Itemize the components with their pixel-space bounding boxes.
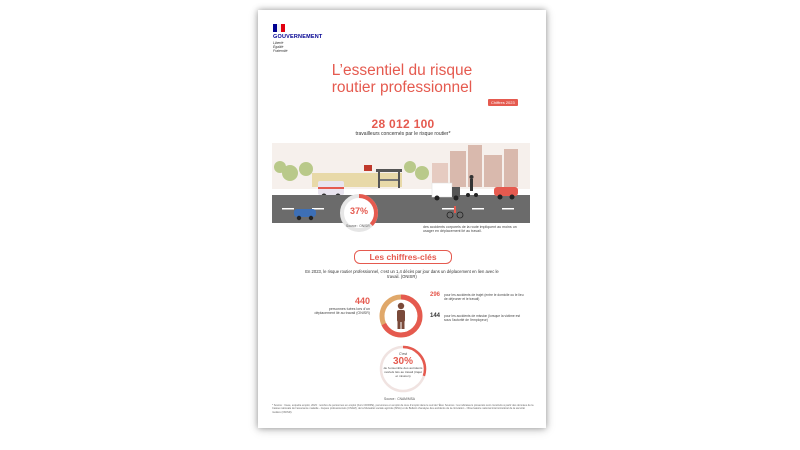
intro-text: En 2023, le risque routier professionnel, c’est un 1,4 décès par jour dans un déplacement en lien avec le travail. (ONISR)	[305, 269, 499, 280]
title-line-2: routier professionnel	[331, 79, 473, 96]
footnote-text: * Source : Insee, enquête emploi, 2023 : nombre de personnes en emploi (hors CDIRPE), personnes en emploi de tous d’emploi dans le sud de l’État. Sources : les indicateurs présentés sont construits à partir des données de la Caisse nationale de l’assurance maladie - risques professionnels (CNAM), de la Mutualité sociale agricole (MSA) et du Bulletin d’analyse des accidents de la circulation - Observatoire national interministériel de la sécurité routière (ONISR).	[272, 404, 534, 414]
page-title	[288, 62, 516, 96]
stat-30-number: 30%	[392, 356, 413, 367]
year-badge: Chiffres 2023	[488, 99, 518, 106]
pie-37-text: des accidents corporels de la route impliquent au moins un usager en déplacement lié au travail.	[423, 225, 517, 234]
stat-440-number: 440	[354, 296, 370, 306]
stat-144-text: pour les accidents de mission (lorsque la victime est sous l’autorité de l’employeur)	[444, 314, 521, 323]
stat-30-source: Source : CNAM/MSA	[384, 397, 415, 401]
section-title-key-figures: Les chiffres-clés	[354, 250, 452, 264]
government-motto: Liberté Égalité Fraternité	[273, 41, 288, 53]
infographic-page	[258, 10, 546, 428]
fatalities-donut-chart	[378, 293, 424, 339]
government-logo-name: GOUVERNEMENT	[273, 34, 323, 40]
stat-296-text: pour les accidents de trajet (entre le domicile ou le lieu de déjeuner et le travail)	[444, 293, 524, 302]
marianne-flag-icon	[273, 24, 285, 32]
pie-37-value: 37%	[349, 206, 368, 216]
stat-30-prefix: C’est	[399, 352, 407, 356]
stat-30-text: de l’ensemble des accidents mortels liés au travail (trajet et mission)	[383, 366, 423, 378]
pie-37-source: Source : ONISR	[346, 224, 370, 228]
headline-text: travailleurs concernés par le risque routier*	[355, 131, 451, 137]
title-line-1: L’essentiel du risque	[331, 62, 473, 79]
stat-144-number: 144	[430, 313, 441, 319]
road-scene-illustration	[272, 143, 530, 223]
stat-296-number: 296	[430, 292, 441, 298]
tractor-icon	[364, 165, 372, 171]
headline-number: 28 012 100	[371, 117, 435, 131]
stat-440-text: personnes tuées lors d’un déplacement lié au travail (ONISR)	[314, 307, 370, 316]
